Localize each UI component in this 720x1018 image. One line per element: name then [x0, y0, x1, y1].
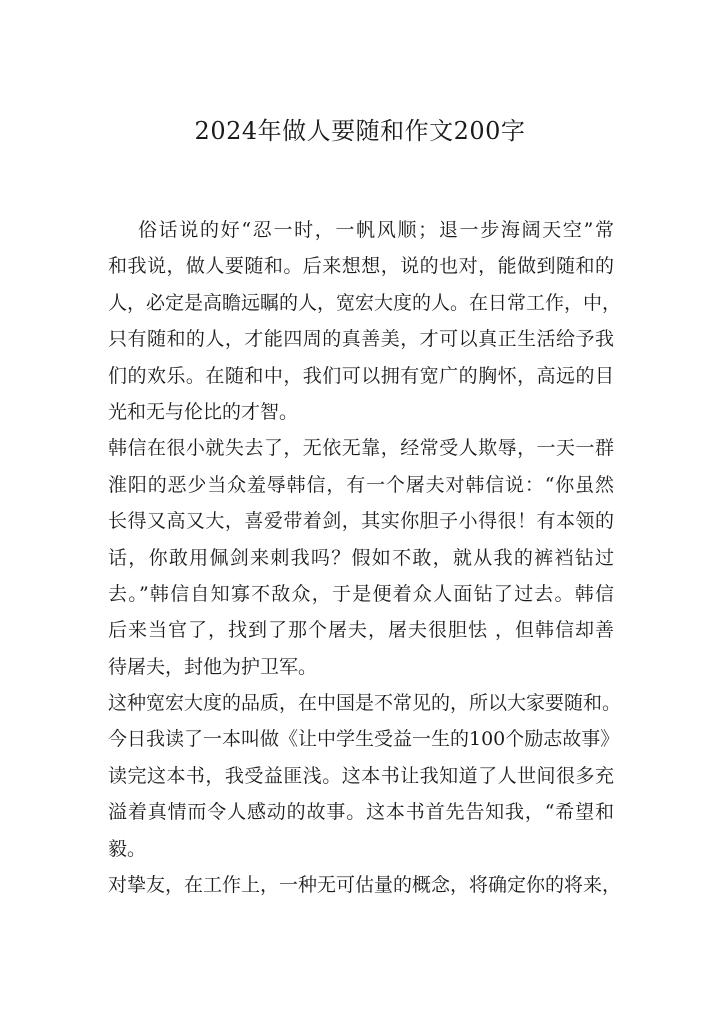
text-line: 们的欢乐。在随和中，我们可以拥有宽广的胸怀，高远的目 [108, 364, 614, 387]
text-line: 光和无与伦比的才智。 [108, 400, 299, 423]
text-line: 后来当官了，找到了那个屠夫，屠夫很胆怯 ，但韩信却善 [108, 619, 614, 642]
text-line: 长得又高又大，喜爱带着剑，其实你胆子小得很！有本领的 [108, 510, 614, 533]
text-line: 话，你敢用佩剑来刺我吗？假如不敢，就从我的裤裆钻过 [108, 546, 614, 569]
text-line: 今日我读了一本叫做《让中学生受益一生的100个励志故事》 [108, 728, 620, 751]
text-line: 俗话说的好“忍一时，一帆风顺；退一步海阔天空”常 [138, 219, 614, 241]
text-line: 这种宽宏大度的品质，在中国是不常见的，所以大家要随和。 [108, 692, 622, 715]
text-line: 淮阳的恶少当众羞辱韩信，有一个屠夫对韩信说：“你虽然 [108, 473, 614, 496]
text-line: 韩信在很小就失去了，无依无靠，经常受人欺辱，一天一群 [108, 437, 614, 460]
text-line: 溢着真情而令人感动的故事。这本书首先告知我，“希望和 [108, 801, 614, 824]
text-line: 读完这本书，我受益匪浅。这本书让我知道了人世间很多充 [108, 764, 614, 787]
document-body [108, 212, 622, 903]
text-line: 和我说，做人要随和。后来想想，说的也对，能做到随和的 [108, 255, 614, 278]
text-line: 毅。 [108, 837, 147, 860]
document-title: 2024年做人要随和作文200字 [194, 117, 526, 145]
text-line: 人，必定是高瞻远瞩的人，宽宏大度的人。在日常工作，中， [108, 291, 622, 314]
text-line: 对挚友，在工作上，一种无可估量的概念，将确定你的将来， [108, 874, 622, 897]
text-line: 待屠夫，封他为护卫军。 [108, 655, 318, 678]
text-line: 只有随和的人，才能四周的真善美，才可以真正生活给予我 [108, 328, 614, 351]
text-line: 去。”韩信自知寡不敌众，于是便着众人面钻了过去。韩信 [108, 582, 614, 605]
